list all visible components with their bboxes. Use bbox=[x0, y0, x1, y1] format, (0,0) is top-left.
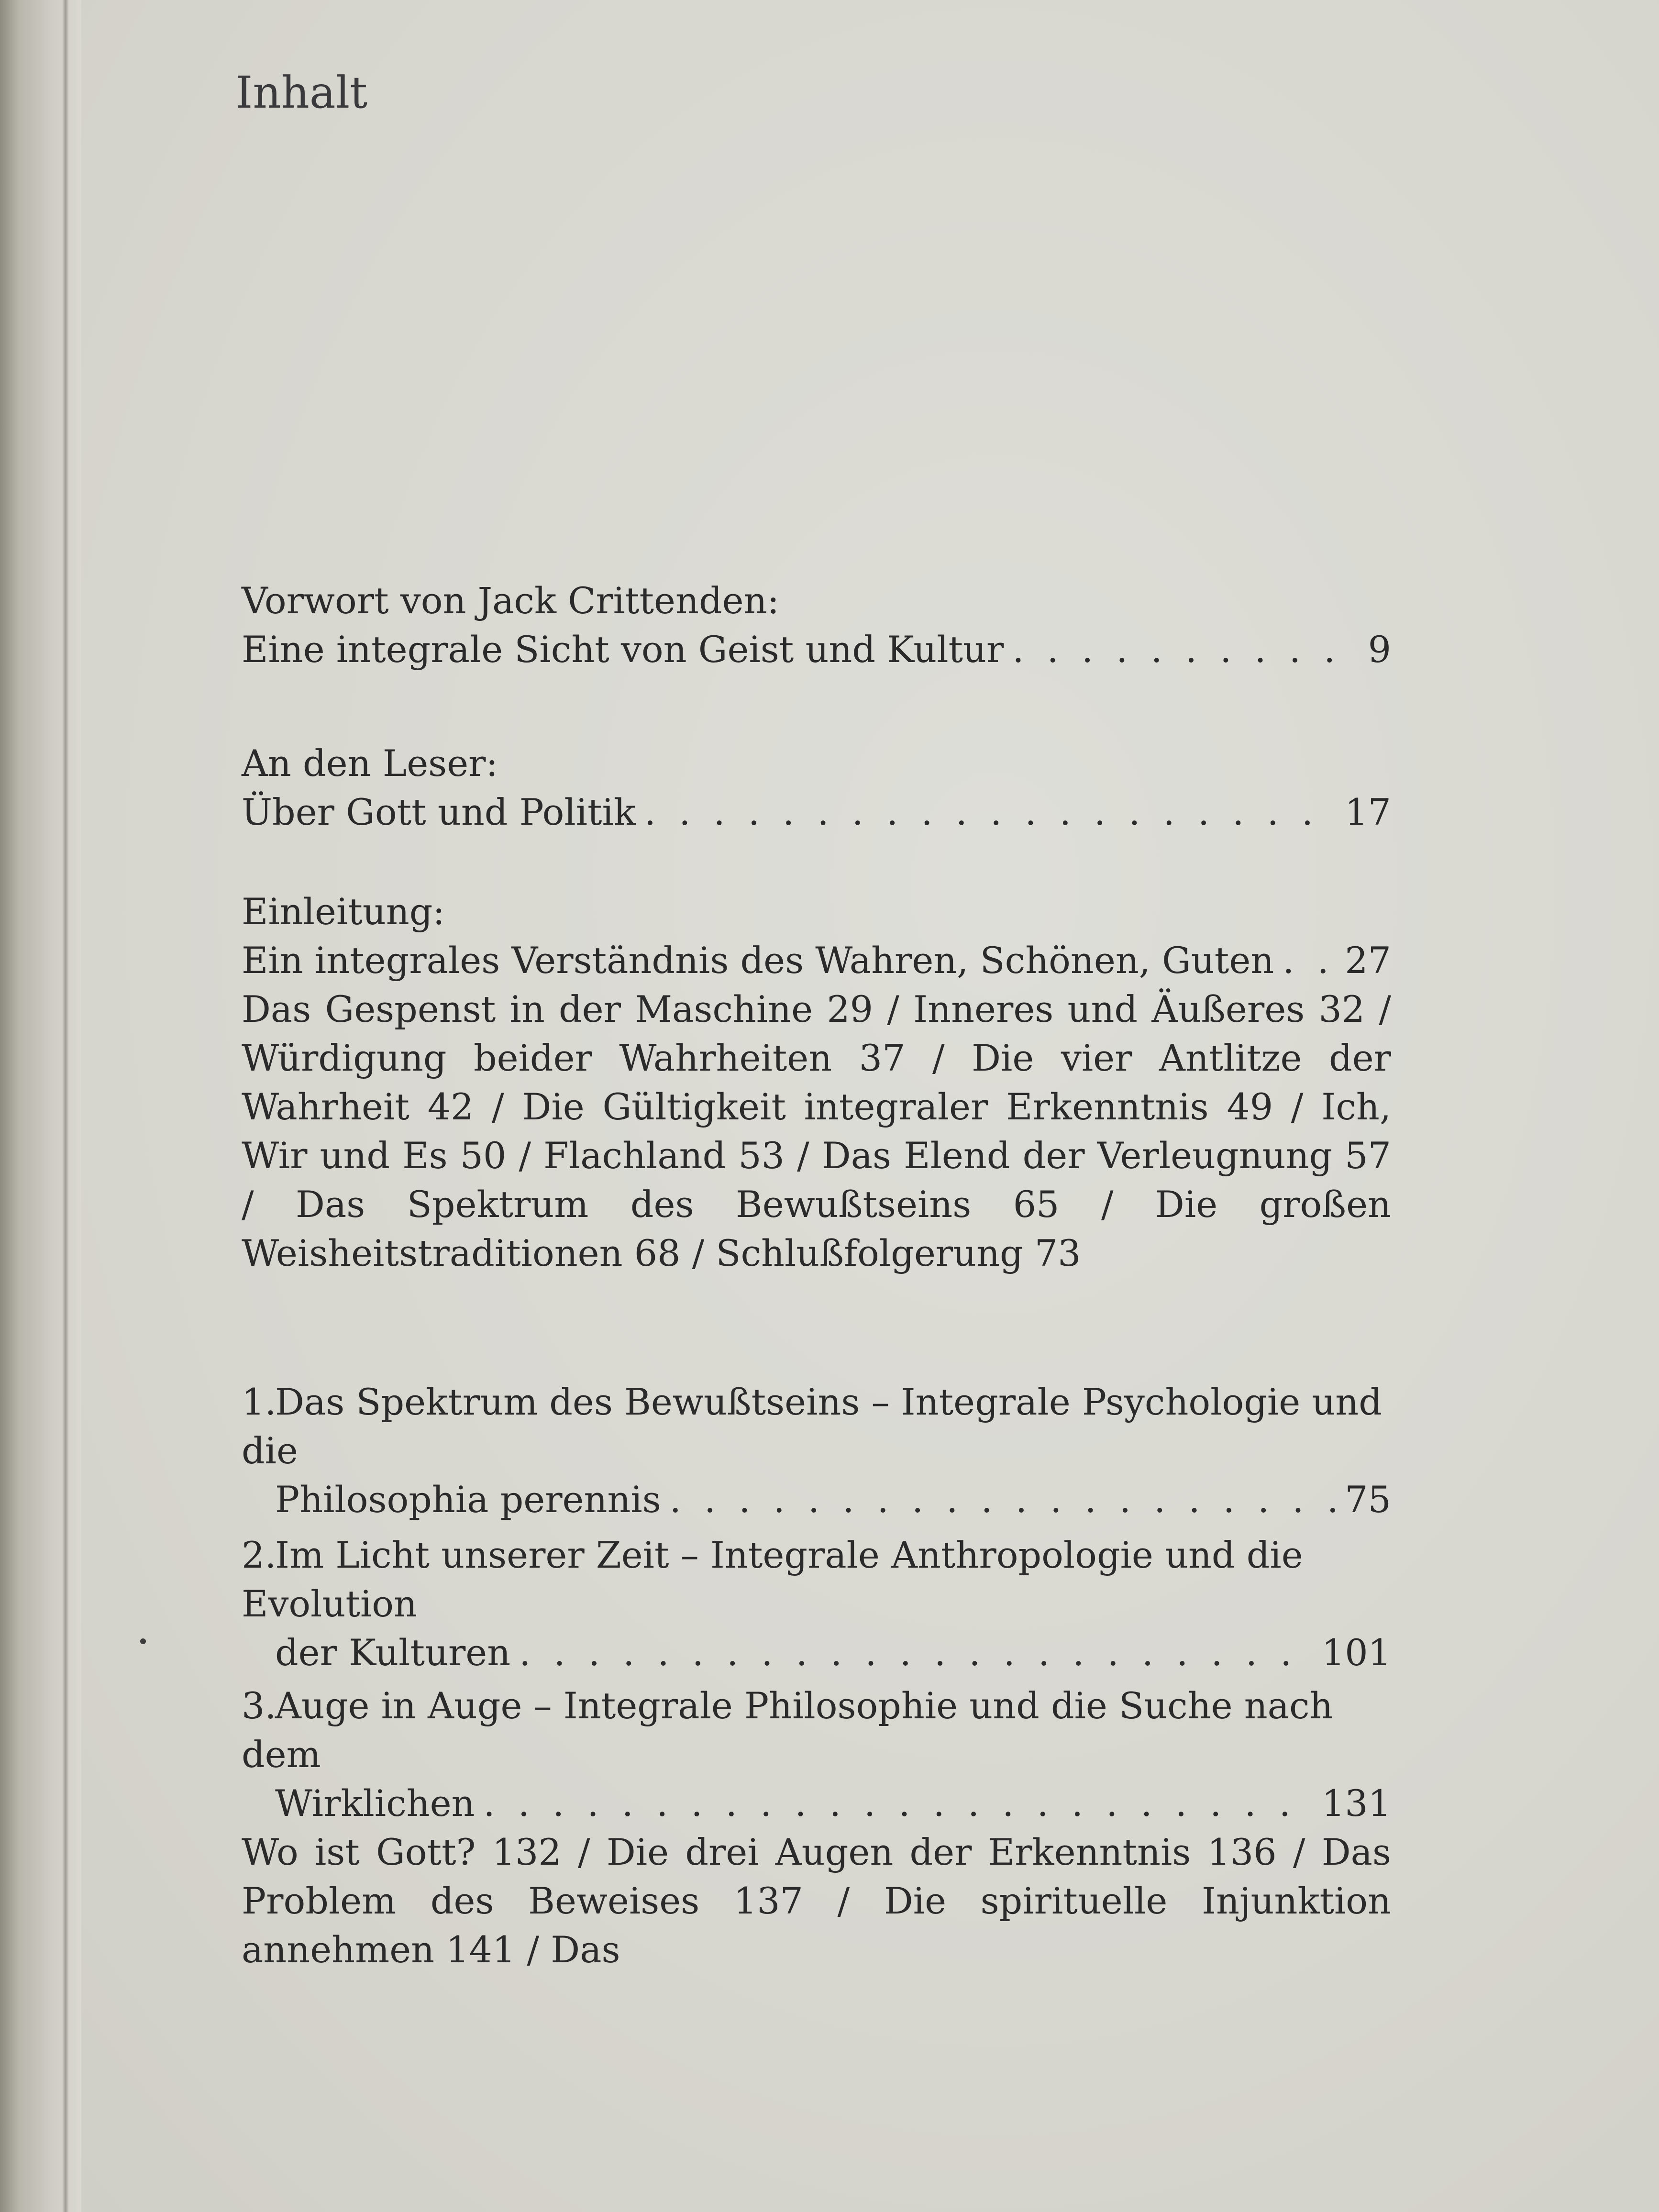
chapter-number: 2. bbox=[242, 1534, 276, 1576]
toc-page-number: 27 bbox=[1345, 939, 1391, 982]
toc-entry-chapter-1 bbox=[242, 1378, 1391, 1524]
chapter-number: 1. bbox=[242, 1381, 276, 1423]
toc-entry-title-continued: Wirklichen bbox=[275, 1782, 475, 1825]
book-gutter bbox=[62, 0, 69, 2212]
leader-dots bbox=[1283, 936, 1336, 985]
page-edge bbox=[0, 0, 81, 2212]
toc-entry-leser bbox=[242, 739, 1391, 837]
toc-entry-title: Eine integrale Sicht von Geist und Kultur bbox=[242, 628, 1004, 671]
toc-entry-title: Über Gott und Politik bbox=[242, 791, 636, 833]
leader-dots bbox=[519, 1628, 1313, 1677]
toc-entry-title: Auge in Auge – Integrale Philosophie und die Suche nach dem bbox=[242, 1684, 1333, 1776]
toc-entry-label: An den Leser: bbox=[242, 742, 498, 785]
toc-entry-vorwort bbox=[242, 576, 1391, 674]
toc-entry-title-continued: Philosophia perennis bbox=[275, 1478, 661, 1521]
toc-page-number: 9 bbox=[1368, 628, 1391, 671]
leader-dots bbox=[644, 788, 1336, 837]
toc-entry-label: Einleitung: bbox=[242, 890, 445, 933]
toc-entry-label: Vorwort von Jack Crittenden: bbox=[242, 579, 780, 622]
toc-entry-einleitung bbox=[242, 887, 1391, 1278]
leader-dots bbox=[1012, 625, 1359, 674]
toc-entry-title: Ein integrales Verständnis des Wahren, Schönen, Guten bbox=[242, 939, 1274, 982]
leader-dots bbox=[484, 1779, 1313, 1828]
toc-subsections: Wo ist Gott? 132 / Die drei Augen der Erkenntnis 136 / Das Problem des Beweises 137 / Die spirituelle Injunktion annehmen 141 / Das bbox=[242, 1831, 1391, 1971]
toc-entry-title: Im Licht unserer Zeit – Integrale Anthropologie und die Evolution bbox=[242, 1534, 1303, 1625]
toc-page-number: 17 bbox=[1345, 791, 1391, 833]
page-title: Inhalt bbox=[235, 67, 368, 118]
chapter-number: 3. bbox=[242, 1684, 276, 1727]
leader-dots bbox=[670, 1475, 1337, 1524]
toc-page-number: 131 bbox=[1321, 1782, 1391, 1825]
toc-entry-chapter-2 bbox=[242, 1531, 1391, 1677]
toc-entry-chapter-3 bbox=[242, 1681, 1391, 1974]
toc-page-number: 75 bbox=[1345, 1478, 1391, 1521]
toc-entry-title-continued: der Kulturen bbox=[275, 1631, 511, 1674]
toc-subsections: Das Gespenst in der Maschine 29 / Inneres und Äußeres 32 / Würdigung beider Wahrheiten 37 / Die vier Antlitze der Wahrheit 42 / Die Gültigkeit integraler Erkenntnis 49 / Ich, Wir und Es 50 / Flachland 53 / Das Elend der Verleugnung 57 / Das Spektrum des Bewußtseins 65 / Die großen Weisheitstraditionen 68 / Schlußfolgerung 73 bbox=[242, 988, 1391, 1274]
ink-speck bbox=[140, 1638, 146, 1644]
toc-entry-title: Das Spektrum des Bewußtseins – Integrale Psychologie und die bbox=[242, 1381, 1382, 1472]
toc-page-number: 101 bbox=[1321, 1631, 1391, 1674]
